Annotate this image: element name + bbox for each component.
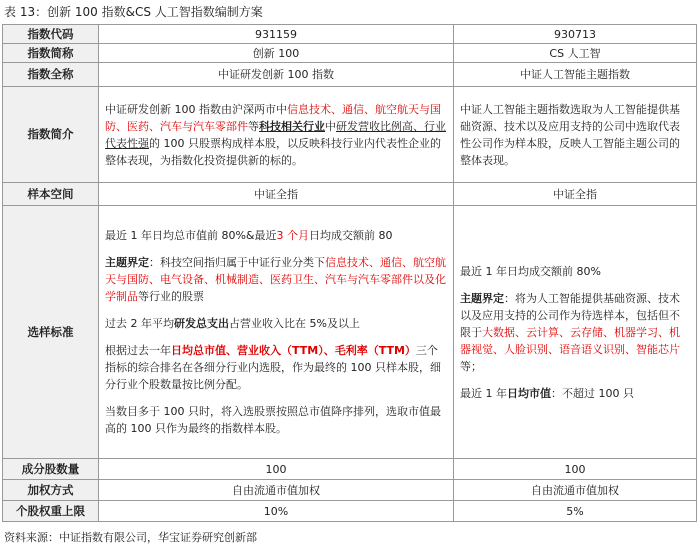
idx1-weighting: 自由流通市值加权 [99,480,454,501]
criteria-text: 三个指标的综合排名在各细分行业内选股，作为最终的 100 只样本股，细分行业个股数量按比例分配。 [105,344,441,391]
source-note: 资料来源：中证指数有限公司，华宝证券研究创新部 [4,531,257,544]
criteria-text: 根据过去一年 [105,344,171,357]
idx2-full-name: 中证人工智能主题指数 [454,63,697,87]
row-short-name [3,44,697,63]
criteria-text: 占营业收入比在 5%及以上 [229,317,360,330]
row-full-name [3,63,697,87]
label-intro: 指数简介 [3,87,99,183]
idx2-criteria-market-cap [460,385,690,402]
idx2-sample-space: 中证全指 [454,183,697,206]
row-weighting [3,480,697,501]
criteria-text: 等行业的股票 [138,290,204,303]
idx1-sample-space: 中证全指 [99,183,454,206]
index-comparison-table [2,24,697,522]
idx1-intro [99,87,454,183]
label-weight-cap: 个股权重上限 [3,501,99,522]
idx2-short-name: CS 人工智 [454,44,697,63]
idx2-weight-cap: 5% [454,501,697,522]
row-criteria [3,206,697,459]
criteria-highlight: 大数据、云计算、云存储、机器学习、机器视觉、人脸识别、语音语义识别、智能芯片 [460,325,680,356]
idx1-short-name: 创新 100 [99,44,454,63]
criteria-text: 等； [460,359,482,373]
criteria-text: 最近 1 年日均总市值前 80%&最近 [105,229,277,242]
idx1-full-name: 中证研发创新 100 指数 [99,63,454,87]
idx1-constituents: 100 [99,459,454,480]
criteria-bold: 研发总支出 [174,317,229,330]
row-sample-space [3,183,697,206]
criteria-highlight: 信息技术、通信、航空航天与国防、电气设备、机械制造、医药卫生、汽车与汽车零部件以及化学制品 [105,256,446,303]
idx1-criteria-selection: 当数目多于 100 只时，将入选股票按照总市值降序排列，选取市值最高的 100 只作为最终的指数样本股。 [105,405,441,435]
row-intro [3,87,697,183]
criteria-label: 主题界定 [460,291,504,305]
idx2-constituents: 100 [454,459,697,480]
criteria-highlight: 3 个月 [276,229,310,242]
criteria-text: ：科技空间指归属于中证行业分类下 [149,256,325,269]
criteria-label: 主题界定 [105,256,149,269]
idx1-weight-cap: 10% [99,501,454,522]
idx1-intro-text: 等 [248,119,259,133]
idx1-intro-text: 中证研发创新 100 指数由沪深两市中 [105,102,287,116]
idx1-criteria [99,206,454,459]
label-sample-space: 样本空间 [3,183,99,206]
idx1-criteria-rd [105,315,447,332]
idx1-criteria-theme [105,254,447,305]
idx1-criteria-liquidity [105,227,447,244]
criteria-highlight: 日均总市值、营业收入（TTM）、毛利率（TTM） [171,344,416,357]
criteria-text: ：不超过 100 只 [551,386,634,400]
idx1-intro-rd-ratio: 研发营收比例高、行业代表性强 [105,119,446,150]
criteria-text: 最近 1 年 [460,386,507,400]
label-short-name: 指数简称 [3,44,99,63]
idx2-criteria-liquidity: 最近 1 年日均成交额前 80% [460,264,601,278]
label-code: 指数代码 [3,25,99,44]
idx1-intro-text: 中 [325,119,336,133]
idx1-intro-industries: 信息技术、通信、航空航天与国防、医药、汽车与汽车零部件 [105,102,441,133]
idx1-code: 931159 [99,25,454,44]
label-constituents: 成分股数量 [3,459,99,480]
idx2-intro: 中证人工智能主题指数选取为人工智能提供基础资源、技术以及应用支持的公司中选取代表性公司作为样本股，反映人工智能主题公司的整体表现。 [454,87,697,183]
table-caption: 表 13：创新 100 指数&CS 人工智指数编制方案 [4,5,263,19]
row-code [3,25,697,44]
idx2-code: 930713 [454,25,697,44]
criteria-text: ：将为人工智能提供基础资源、技术以及应用支持的公司作为待选样本，包括但不限于 [460,291,680,339]
idx2-criteria-theme [460,290,690,375]
label-full-name: 指数全称 [3,63,99,87]
idx2-weighting: 自由流通市值加权 [454,480,697,501]
label-weighting: 加权方式 [3,480,99,501]
idx1-intro-tech-industries: 科技相关行业 [259,119,325,133]
row-weight-cap [3,501,697,522]
idx1-intro-text: 的 100 只股票构成样本股，以反映科技行业内代表性企业的整体表现，为指数化投资提供新的标的。 [105,136,441,167]
label-criteria: 选样标准 [3,206,99,459]
row-constituents [3,459,697,480]
criteria-text: 过去 2 年平均 [105,317,174,330]
criteria-bold: 日均市值 [507,386,551,400]
idx1-criteria-ranking [105,342,447,393]
idx2-criteria [454,206,697,459]
criteria-text: 日均成交额前 80 [309,229,393,242]
